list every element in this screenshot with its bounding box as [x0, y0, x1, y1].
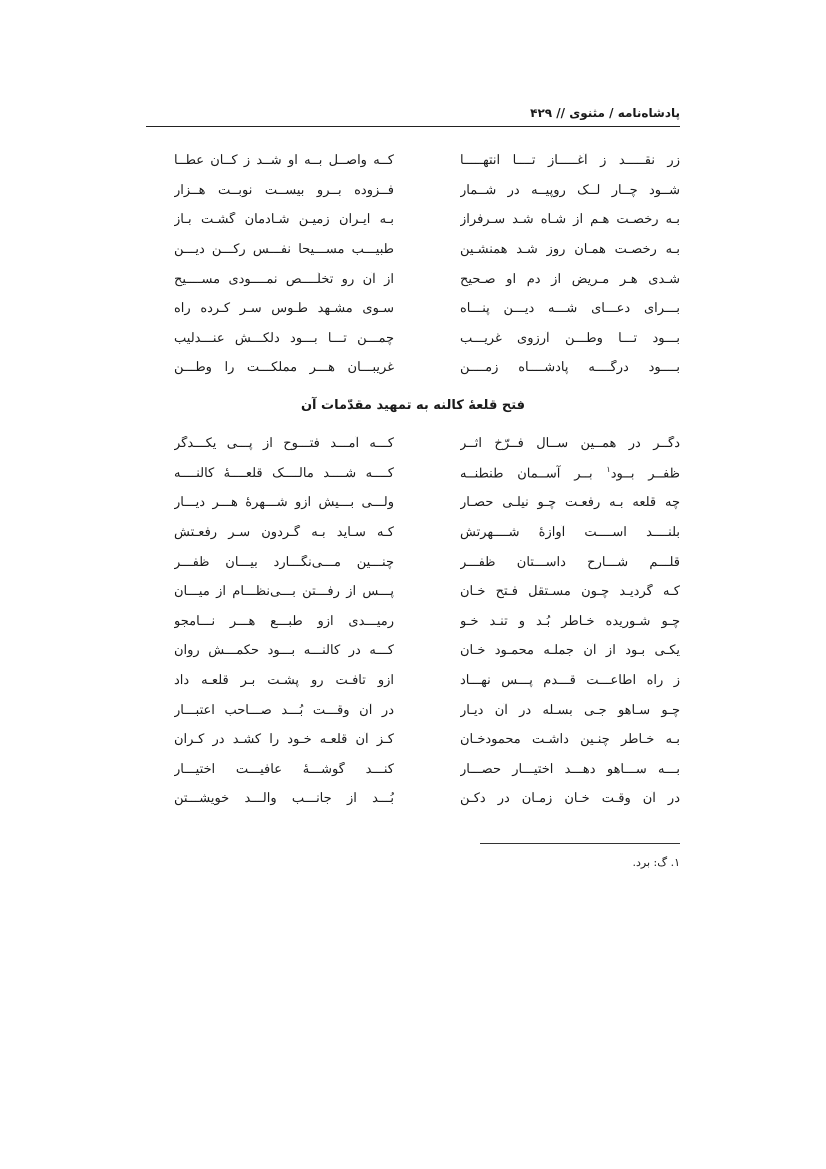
couplet [150, 235, 680, 265]
couplet [150, 146, 680, 176]
couplet [150, 264, 680, 294]
couplet [150, 547, 680, 577]
couplet [150, 666, 680, 696]
hemistich-right: کـه گردیـد چـون مسـتقل فـتح خـان [460, 584, 680, 600]
hemistich-right: قلـــم شـــارح داســـتان ظفـــر [460, 554, 680, 570]
hemistich-right: شـدی هـر مـریض از دم او صـحیح [460, 271, 680, 287]
couplet [150, 695, 680, 725]
poem-section-2 [150, 429, 680, 814]
couplet [150, 784, 680, 814]
couplet [150, 324, 680, 354]
hemistich-left: فــزوده بــرو بیســت نوبــت هــزار [174, 182, 394, 198]
hemistich-left: غریبـــان هـــر مملکـــت را وطـــن [174, 360, 394, 376]
hemistich-left: بُـــد از جانـــب والـــد خویشـــتن [174, 791, 394, 807]
hemistich-left: کــه واصــل بــه او شــد ز کــان عطــا [174, 153, 394, 169]
hemistich-left: طبیـــب مســـیحا نفـــس رکـــن دیـــن [174, 242, 394, 258]
hemistich-right: در آن وقـت خـان زمـان در دکـن [460, 791, 680, 807]
hemistich-right: یکـی بـود از آن جملـه محمـود خـان [460, 643, 680, 659]
couplet [150, 459, 680, 489]
hemistich-right: چه قلعه بـه رفعـت چـو نیلـی حصـار [460, 495, 680, 511]
couplet [150, 725, 680, 755]
hemistich-left: پـــس از رفـــتن بـــی‌نظـــام از میـــان [174, 584, 394, 600]
hemistich-left: بـه ایـران زمیـن شـادمان گشـت بـاز [174, 212, 394, 228]
couplet [150, 488, 680, 518]
hemistich-text: ظفــر بــود [610, 466, 680, 482]
hemistich-left: از آن رو تخلّــــص نمــــودی مســــیح [174, 271, 394, 287]
hemistich-right: بلنــــد اســــت آوازهٔ شــــهرتش [460, 525, 680, 541]
footnote-rule [480, 843, 680, 844]
couplet [150, 429, 680, 459]
hemistich-right: بـــه ســـاهو دهـــد اختیـــار حصـــار [460, 761, 680, 777]
hemistich-left: کــــه شــــد مالــــک قلعــــهٔ کالنــــه [174, 465, 394, 481]
hemistich-right [460, 465, 680, 481]
hemistich-right: بــــود درگــــه پادشــــاه زمــــن [460, 360, 680, 376]
hemistich-right: شــود چــار لــک روپیــه در شــمار [460, 182, 680, 198]
hemistich-left: کـــه آمـــد فتـــوح از پـــی یکـــدگر [174, 436, 394, 452]
hemistich-right: بـــود تـــا وطـــن آرزوی غریـــب [460, 330, 680, 346]
hemistich-right: بـه خـاطر چنـین داشـت محمودخـان [460, 732, 680, 748]
section-title: فتح قلعهٔ کالنه به تمهید مقدّمات آن [300, 398, 526, 413]
hemistich-left: کـز آن قلعـه خـود را کشـد در کـران [174, 732, 394, 748]
hemistich-right: دگــر در همــین ســال فــرّخ اثــر [460, 436, 680, 452]
couplet [150, 205, 680, 235]
hemistich-left: چنـــین مـــی‌نگـــارد بیـــان ظفـــر [174, 554, 394, 570]
hemistich-right: چـو سـاهو جـی بسـله در آن دیـار [460, 702, 680, 718]
hemistich-left: کنـــد گوشـــهٔ عافیـــت اختیـــار [174, 761, 394, 777]
hemistich-text: بــر آســمان طنطنــه [460, 466, 607, 482]
footnote-marker: ۱ [606, 465, 611, 475]
hemistich-left: کـــه در کالنـــه بـــود حکمـــش روان [174, 643, 394, 659]
couplet [150, 518, 680, 548]
hemistich-left: کـه سـاید بـه گـردون سـر رفعـتش [174, 525, 394, 541]
hemistich-right: بـه رخصـت هـم از شـاه شـد سـرفراز [460, 212, 680, 228]
couplet [150, 353, 680, 383]
running-header: پادشاه‌نامه / مثنوی // ۴۲۹ [530, 106, 680, 120]
hemistich-right: زر نقـــــد ز آغـــــاز تــــا انتهـــــا [460, 153, 680, 169]
hemistich-right: ز راه اطاعـــت قـــدم پـــس نهـــاد [460, 673, 680, 689]
hemistich-left: در آن وقـــت بُـــد صـــاحب اعتبـــار [174, 702, 394, 718]
hemistich-left: رمیـــدی ازو طبـــع هـــر نـــامجو [174, 613, 394, 629]
hemistich-left: ولـــی بـــیش ازو شـــهرهٔ هـــر دیـــار [174, 495, 394, 511]
couplet [150, 176, 680, 206]
hemistich-left: چمـــن تـــا بـــود دلکـــش عنـــدلیب [174, 330, 394, 346]
couplet [150, 607, 680, 637]
hemistich-left: ازو تافـت رو پشـت بـر قلعـه داد [174, 673, 394, 689]
hemistich-right: بـه رخصـت همـان روز شـد همنشـین [460, 242, 680, 258]
couplet [150, 755, 680, 785]
hemistich-left: سـوی مشـهد طـوس سـر کـرده راه [174, 301, 394, 317]
hemistich-right: بـــرای دعـــای شـــه دیـــن پنـــاه [460, 301, 680, 317]
couplet [150, 636, 680, 666]
footnote: ۱. گ: برد. [632, 856, 680, 869]
hemistich-right: چـو شـوریده خـاطر بُـد و تنـد خـو [460, 613, 680, 629]
couplet [150, 577, 680, 607]
header-rule [146, 126, 680, 127]
couplet [150, 294, 680, 324]
poem-section-1 [150, 146, 680, 383]
